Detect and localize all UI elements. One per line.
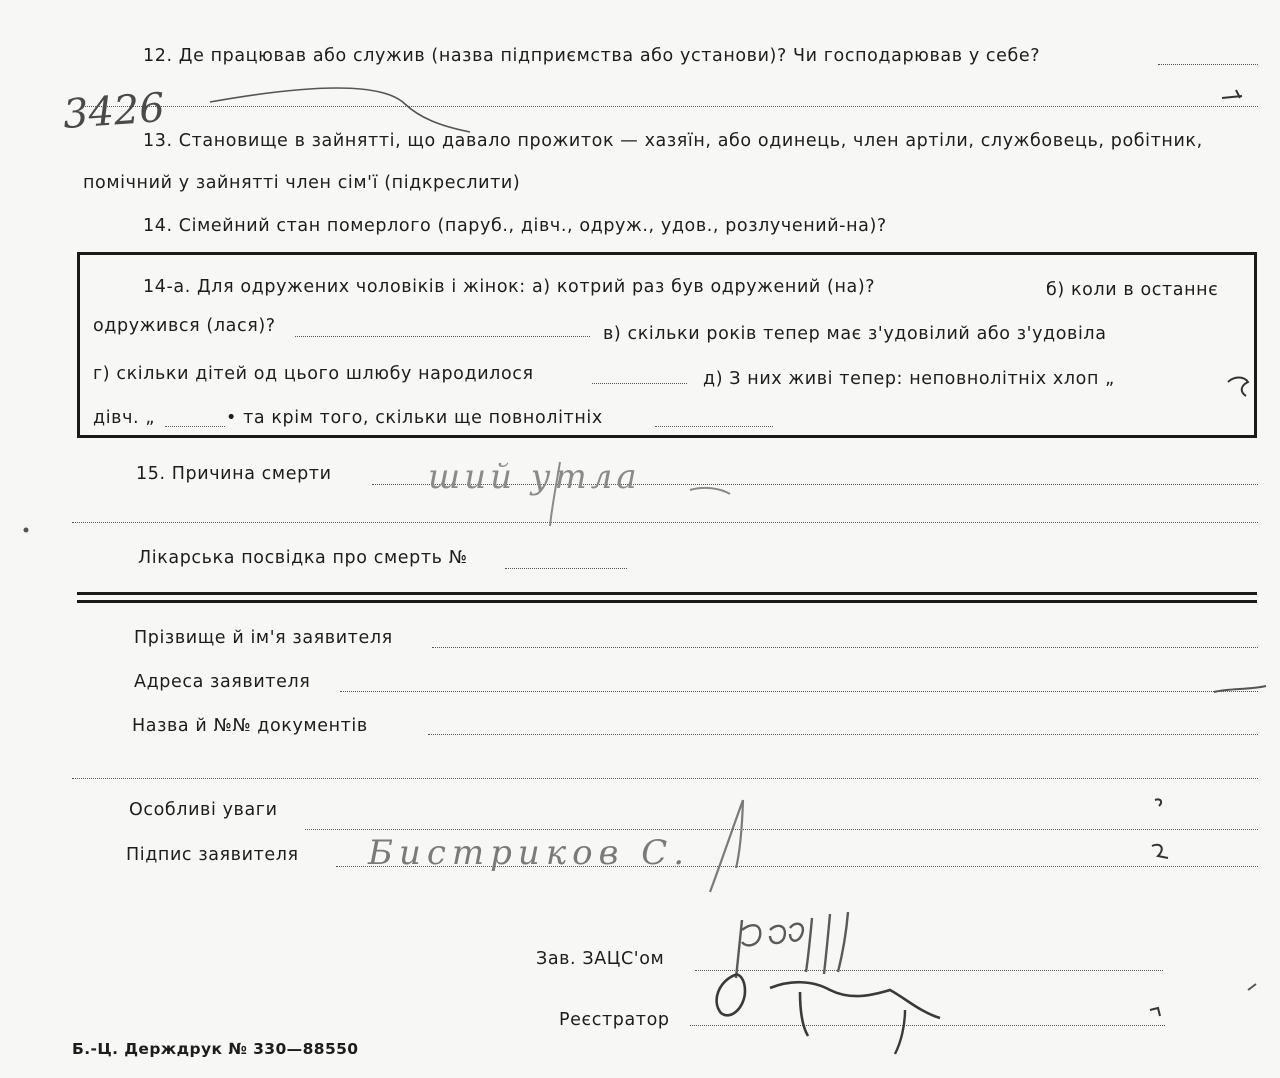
answer-line <box>428 734 1258 735</box>
registrar-label: Реєстратор <box>559 1010 670 1030</box>
answer-line <box>72 522 1258 523</box>
answer-line <box>505 568 627 569</box>
box-14a-line-1a: 14-а. Для одружених чоловіків і жінок: а) котрий раз був одружений (на)? <box>143 277 876 297</box>
documents-label: Назва й №№ документів <box>132 716 368 736</box>
applicant-signature-text: Бистриков С. <box>368 833 691 873</box>
answer-line <box>295 336 590 337</box>
box-14a-line-2a: одружився (лася)? <box>93 316 276 336</box>
applicant-name-label: Прізвище й ім'я заявителя <box>134 628 393 648</box>
box-14a-line-4b: • та крім того, скільки ще повнолітніх <box>226 408 603 428</box>
registry-head-label: Зав. ЗАЦС'ом <box>536 949 665 969</box>
answer-line <box>336 866 1258 867</box>
box-14a-line-4a: дівч. „ <box>93 408 156 428</box>
special-notes-label: Особливі уваги <box>129 800 278 820</box>
box-14a-line-3a: г) скільки дітей од цього шлюбу народилося <box>93 364 534 384</box>
printer-imprint: Б.-Ц. Держдрук № 330—88550 <box>72 1040 359 1058</box>
question-13-line-2: помічний у зайнятті член сім'ї (підкреслити) <box>83 173 521 193</box>
question-12: 12. Де працював або служив (назва підприємства або установи)? Чи господарював у себе? <box>143 46 1041 66</box>
question-13-line-1: 13. Становище в зайнятті, що давало прожиток — хазяїн, або одинець, член артіли, службовець, робітник, <box>143 131 1203 151</box>
answer-line <box>83 106 1258 107</box>
answer-line <box>592 383 687 384</box>
answer-line <box>305 829 1258 830</box>
question-14: 14. Сімейний стан померлого (паруб., дівч., одруж., удов., розлучений-на)? <box>143 216 887 236</box>
answer-line <box>432 647 1258 648</box>
answer-line <box>1158 64 1258 65</box>
box-14a-line-1b: б) коли в останнє <box>1046 280 1219 300</box>
signature-line <box>690 1025 1165 1026</box>
signature-line <box>695 970 1163 971</box>
answer-line <box>72 778 1258 779</box>
medical-certificate-label: Лікарська посвідка про смерть № <box>138 548 468 568</box>
answer-line <box>340 691 1258 692</box>
question-15-label: 15. Причина смерти <box>136 464 332 484</box>
box-14a-line-2b: в) скільки років тепер має з'удовілий або з'удовіла <box>603 324 1107 344</box>
margin-note: 3426 <box>61 84 167 138</box>
cause-of-death-answer: ший утла <box>428 457 641 497</box>
applicant-address-label: Адреса заявителя <box>134 672 311 692</box>
box-14a-line-3b: д) З них живі тепер: неповнолітніх хлоп „ <box>703 369 1115 389</box>
applicant-signature-label: Підпис заявителя <box>126 845 299 865</box>
answer-line <box>165 426 225 427</box>
section-divider <box>77 592 1257 595</box>
answer-line <box>372 484 1258 485</box>
section-divider <box>77 600 1257 603</box>
answer-line <box>655 426 773 427</box>
